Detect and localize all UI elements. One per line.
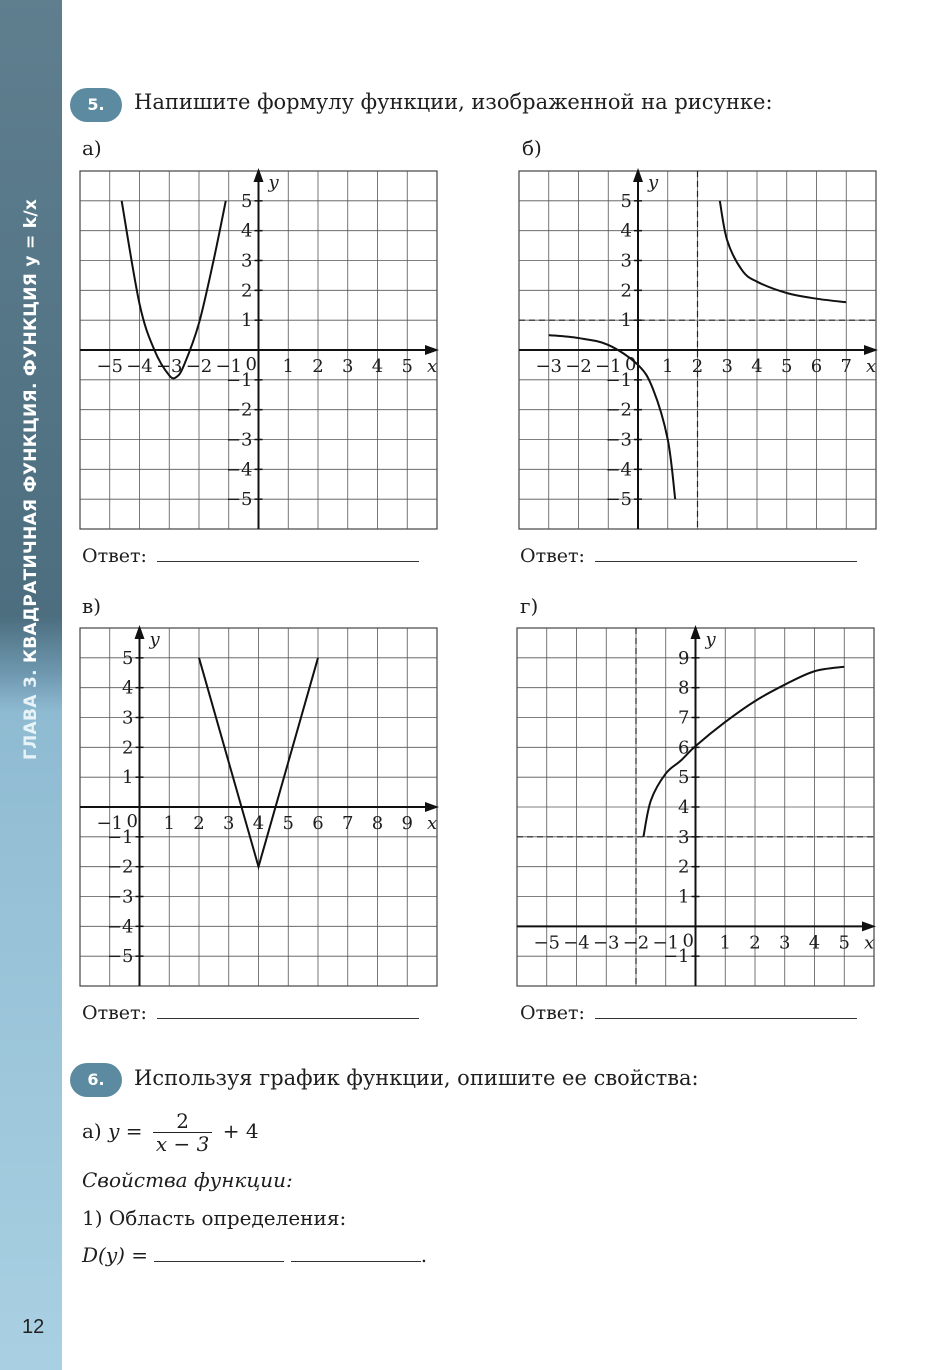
y-tick-label: −3: [106, 886, 134, 908]
x-tick-label: −3: [155, 356, 183, 377]
x-tick-label: 1: [719, 932, 731, 954]
x-tick-label: −4: [126, 356, 153, 377]
y-tick-label: −3: [605, 429, 632, 451]
y-tick-label: 5: [678, 767, 690, 789]
x-tick-label: 0: [625, 354, 637, 375]
y-axis-arrow: [633, 168, 643, 182]
x-tick-label: −2: [185, 356, 213, 377]
x-tick-label: −3: [535, 356, 563, 377]
y-tick-label: 2: [678, 856, 690, 878]
task-5-badge: 5.: [70, 88, 122, 122]
x-tick-label: 1: [163, 813, 175, 834]
x-tick-label: −2: [622, 932, 650, 954]
fraction: $\frac{2}{x - 3}$: [153, 1110, 212, 1155]
x-tick-label: 2: [691, 356, 704, 377]
x-tick-label: 2: [749, 932, 761, 954]
y-tick-label: 4: [678, 797, 690, 818]
answer-c: Ответ:: [82, 1002, 419, 1024]
answer-b-blank[interactable]: [595, 545, 857, 562]
x-tick-label: −4: [563, 932, 590, 954]
function-curve: [720, 201, 846, 302]
y-axis-label: y: [705, 629, 716, 650]
x-tick-label: 2: [312, 356, 324, 377]
y-tick-label: −1: [225, 369, 253, 391]
task-5-text: Напишите формулу функции, изображенной на рисунке:: [134, 90, 773, 114]
properties-heading: Свойства функции:: [82, 1168, 293, 1192]
answer-d: Ответ:: [520, 1002, 857, 1024]
x-axis-label: x: [866, 356, 877, 377]
y-tick-label: 1: [241, 310, 253, 332]
y-axis-arrow: [254, 168, 264, 182]
x-tick-label: 5: [838, 932, 850, 954]
y-tick-label: 3: [620, 250, 632, 272]
property-domain-label: 1) Область определения:: [82, 1206, 347, 1230]
y-tick-label: 9: [678, 647, 690, 669]
x-tick-label: 1: [662, 356, 674, 377]
graph-d: [517, 628, 874, 986]
y-tick-label: 2: [620, 280, 632, 302]
x-tick-label: 6: [312, 813, 324, 834]
graph-c: [80, 628, 437, 986]
y-tick-label: 3: [241, 250, 253, 272]
y-tick-label: 1: [122, 767, 134, 789]
domain-blank-1[interactable]: [154, 1247, 284, 1262]
graph-a: [80, 171, 437, 529]
y-tick-label: −5: [605, 489, 632, 511]
y-tick-label: −2: [106, 856, 134, 878]
answer-b: Ответ:: [520, 545, 857, 567]
chapter-title: ГЛАВА 3. КВАДРАТИЧНАЯ ФУНКЦИЯ. ФУНКЦИЯ y = k/x: [21, 198, 41, 760]
y-tick-label: 3: [122, 707, 134, 729]
chapter-sidebar: [0, 0, 62, 1370]
x-tick-label: −1: [652, 932, 680, 954]
x-tick-label: 2: [193, 813, 205, 834]
x-tick-label: 3: [721, 356, 733, 377]
y-axis-label: y: [268, 172, 279, 193]
y-tick-label: −3: [225, 429, 253, 451]
y-tick-label: −4: [605, 459, 632, 481]
y-tick-label: 4: [241, 220, 253, 242]
x-tick-label: 0: [682, 930, 694, 952]
x-axis-label: x: [427, 356, 438, 377]
y-axis-arrow: [135, 625, 145, 639]
task-6-text: Используя график функции, опишите ее свойства:: [134, 1066, 699, 1090]
y-tick-label: 2: [122, 737, 134, 759]
x-axis-label: x: [864, 932, 875, 954]
x-tick-label: −5: [533, 932, 561, 954]
x-tick-label: 3: [223, 813, 235, 834]
y-tick-label: −5: [225, 489, 253, 511]
x-tick-label: 1: [282, 356, 294, 377]
y-tick-label: 4: [620, 220, 632, 242]
y-tick-label: 5: [241, 190, 253, 212]
graph-d-label: г): [520, 594, 539, 618]
graph-b: [519, 171, 876, 529]
y-tick-label: 1: [678, 886, 690, 908]
y-tick-label: −4: [225, 459, 253, 481]
x-tick-label: −1: [96, 813, 124, 834]
domain-answer: D(y) = .: [82, 1243, 428, 1267]
x-tick-label: 0: [245, 354, 257, 375]
function-curve: [122, 201, 226, 379]
x-tick-label: 4: [751, 356, 763, 377]
graph-b-label: б): [522, 136, 542, 160]
x-tick-label: 3: [779, 932, 791, 954]
y-tick-label: 2: [241, 280, 253, 302]
x-tick-label: −1: [215, 356, 243, 377]
x-axis-label: x: [427, 813, 438, 834]
answer-a-blank[interactable]: [157, 545, 419, 562]
y-tick-label: −2: [605, 399, 632, 421]
y-tick-label: 5: [122, 647, 134, 669]
y-tick-label: 8: [678, 677, 690, 699]
x-tick-label: −5: [96, 356, 124, 377]
x-tick-label: 7: [342, 813, 354, 834]
y-tick-label: 7: [678, 707, 690, 729]
x-tick-label: 4: [252, 813, 265, 834]
x-tick-label: 0: [126, 811, 138, 832]
y-tick-label: 4: [122, 677, 134, 699]
y-tick-label: 3: [678, 826, 690, 848]
y-tick-label: −1: [106, 826, 134, 848]
y-tick-label: 1: [620, 310, 632, 332]
domain-blank-2[interactable]: [291, 1247, 421, 1262]
y-tick-label: −4: [106, 916, 134, 938]
x-tick-label: 3: [342, 356, 354, 377]
x-tick-label: −1: [594, 356, 622, 377]
x-tick-label: 5: [282, 813, 294, 834]
task-6-formula: а) y = $\frac{2}{x - 3}$ + 4: [82, 1109, 259, 1156]
x-tick-label: 8: [371, 813, 384, 834]
y-axis-label: y: [149, 629, 160, 650]
y-tick-label: −5: [106, 946, 134, 968]
graph-a-label: а): [82, 136, 102, 160]
y-tick-label: −1: [605, 369, 632, 391]
y-axis-label: y: [648, 172, 659, 193]
y-axis-arrow: [691, 625, 701, 639]
x-tick-label: 4: [371, 356, 384, 377]
y-tick-label: 6: [678, 737, 690, 759]
x-tick-label: 5: [401, 356, 413, 377]
x-tick-label: 5: [781, 356, 793, 377]
x-tick-label: 6: [810, 356, 823, 377]
graph-c-label: в): [82, 594, 102, 618]
x-tick-label: −3: [592, 932, 620, 954]
answer-c-blank[interactable]: [157, 1002, 419, 1019]
answer-a: Ответ:: [82, 545, 419, 567]
x-tick-label: 7: [840, 356, 852, 377]
answer-d-blank[interactable]: [595, 1002, 857, 1019]
y-tick-label: 5: [620, 190, 632, 212]
x-tick-label: 9: [401, 813, 413, 834]
y-tick-label: −1: [662, 946, 690, 968]
y-tick-label: −2: [225, 399, 253, 421]
x-tick-label: −2: [565, 356, 592, 377]
x-tick-label: 4: [808, 932, 821, 954]
task-6-badge: 6.: [70, 1063, 122, 1097]
page-number: 12: [22, 1316, 45, 1338]
